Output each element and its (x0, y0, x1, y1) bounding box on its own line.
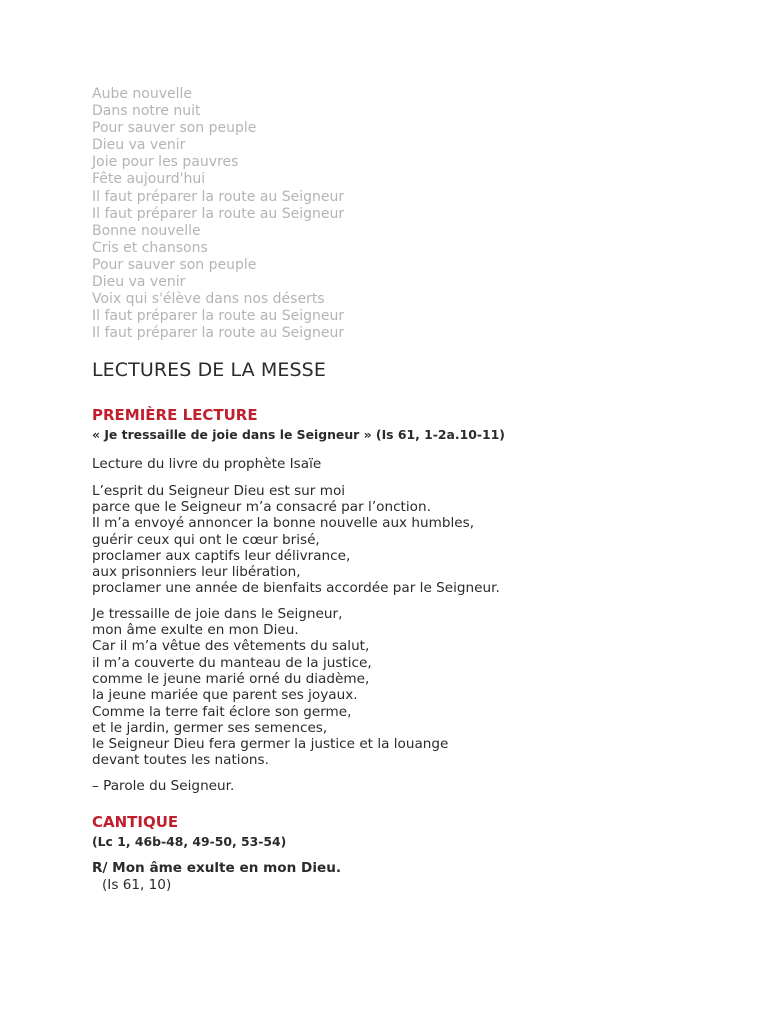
canticle-heading: CANTIQUE (92, 813, 179, 832)
song-line: Pour sauver son peuple (92, 256, 257, 273)
canticle-refrain: R/ Mon âme exulte en mon Dieu. (92, 860, 342, 877)
reading-line: L’esprit du Seigneur Dieu est sur moi (92, 482, 346, 499)
reading-line: aux prisonniers leur libération, (92, 564, 301, 581)
reading-line: proclamer aux captifs leur délivrance, (92, 547, 351, 564)
reading-line: mon âme exulte en mon Dieu. (92, 622, 299, 639)
song-lyrics (92, 86, 732, 342)
reading-line: Car il m’a vêtue des vêtements du salut, (92, 638, 370, 655)
first-reading-heading: PREMIÈRE LECTURE (92, 406, 258, 425)
song-line: Il faut préparer la route au Seigneur (92, 205, 345, 222)
reading-line: Comme la terre fait éclore son germe, (92, 703, 352, 720)
canticle-refrain-reference: (Is 61, 10) (102, 877, 172, 894)
reading-line: proclamer une année de bienfaits accordée par le Seigneur. (92, 580, 500, 597)
song-line: Voix qui s'élève dans nos déserts (92, 291, 325, 308)
song-line: Cris et chansons (92, 239, 208, 256)
song-line: Il faut préparer la route au Seigneur (92, 325, 345, 342)
reading-line: et le jardin, germer ses semences, (92, 719, 328, 736)
reading-line: comme le jeune marié orné du diadème, (92, 670, 370, 687)
reading-line: devant toutes les nations. (92, 752, 269, 769)
song-line: Il faut préparer la route au Seigneur (92, 308, 345, 325)
song-line: Dans notre nuit (92, 103, 201, 120)
reading-line: Il m’a envoyé annoncer la bonne nouvelle aux humbles, (92, 515, 475, 532)
canticle-subtitle: (Lc 1, 46b-48, 49-50, 53-54) (92, 834, 287, 850)
reading-paragraph-2 (92, 606, 732, 769)
reading-line: guérir ceux qui ont le cœur brisé, (92, 531, 320, 548)
reading-line: Je tressaille de joie dans le Seigneur, (92, 605, 343, 622)
reading-conclusion: – Parole du Seigneur. (92, 777, 235, 794)
song-line: Dieu va venir (92, 274, 186, 291)
first-reading-subtitle: « Je tressaille de joie dans le Seigneur » (Is 61, 1-2a.10-11) (92, 427, 505, 443)
lectures-title: LECTURES DE LA MESSE (92, 359, 326, 382)
song-line: Joie pour les pauvres (92, 154, 239, 171)
reading-paragraph-1 (92, 483, 732, 597)
reading-intro: Lecture du livre du prophète Isaïe (92, 456, 322, 473)
song-line: Il faut préparer la route au Seigneur (92, 188, 345, 205)
song-line: Aube nouvelle (92, 86, 193, 102)
reading-line: la jeune mariée que parent ses joyaux. (92, 687, 358, 704)
reading-line: le Seigneur Dieu fera germer la justice et la louange (92, 736, 449, 753)
song-line: Pour sauver son peuple (92, 120, 257, 137)
song-line: Fête aujourd'hui (92, 171, 206, 188)
reading-line: parce que le Seigneur m’a consacré par l’onction. (92, 499, 431, 515)
song-line: Dieu va venir (92, 137, 186, 154)
reading-line: il m’a couverte du manteau de la justice, (92, 654, 372, 671)
song-line: Bonne nouvelle (92, 222, 201, 239)
